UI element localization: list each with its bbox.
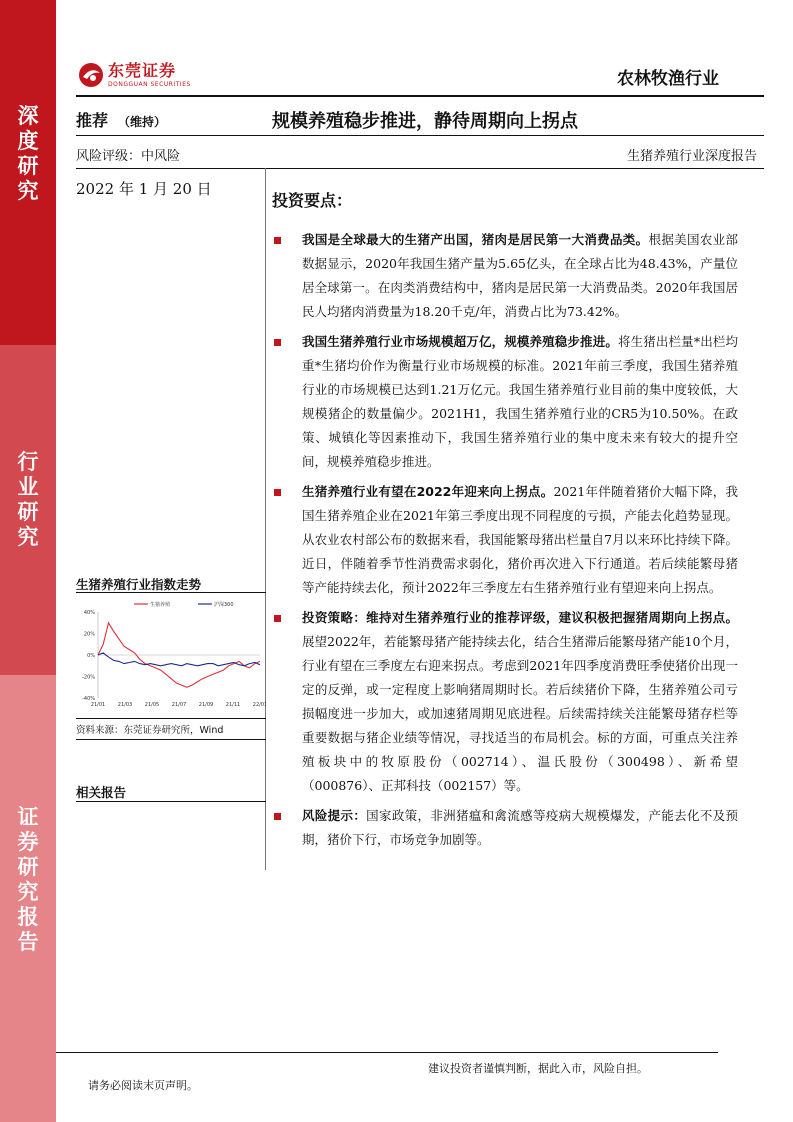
source-rule (76, 739, 266, 740)
page-title: 规模养殖稳步推进，静待周期向上拐点 (272, 111, 578, 132)
sidebar-label-industry: 行业研究 (17, 450, 39, 549)
y-tick-label: -40% (82, 696, 95, 702)
point-text: 2021年伴随着猪价大幅下降，我国生猪养殖企业在2021年第三季度出现不同程度的亏损，产能去化趋势显现。从农业农村部公布的数据来看，我国能繁母猪出栏量自7月以来环比持续下降。近日，伴随着季节性消费需求弱化，猪价再次进入下行通道。若后续能繁母猪等产能持续去化，预计2022年三季度左右生猪养殖行业有望迎来向上拐点。 (302, 484, 739, 595)
rating-value: 推荐 (76, 111, 109, 130)
point-heading: 我国生猪养殖行业市场规模超万亿，规模养殖稳步推进。 (302, 334, 618, 349)
column-divider (265, 168, 266, 870)
x-tick-label: 21/03 (117, 702, 133, 708)
sidebar-label-report: 证券研究报告 (17, 805, 39, 954)
point-text: 展望2022年，若能繁母猪产能持续去化，结合生猪滞后能繁母猪产能10个月，行业有望在三季度左右迎来拐点。考虑到2021年四季度消费旺季使猪价出现一定的反弹，或一定程度上影响猪周期时长。若后续猪价下降，生猪养殖公司亏损幅度进一步加大，或加速猪周期见底进程。后续需持续关注能繁母猪存栏等重要数据与猪企业绩等情况，寻找适当的布局机会。标的方面，可重点关注养殖板块中的牧原股份（002714）、温氏股份（300498）、新希望（000876）、正邦科技（002157）等。 (302, 634, 738, 793)
risk-level: 风险评级：中风险 (76, 149, 181, 164)
footer-advice: 建议投资者谨慎判断，据此入市，风险自担。 (428, 1062, 648, 1075)
legend-label: 生猪养殖 (150, 602, 171, 608)
point-heading: 投资策略：维持对生猪养殖行业的推荐评级，建议积极把握猪周期向上拐点。 (302, 610, 738, 625)
chart-source: 资料来源：东莞证券研究所，Wind (76, 725, 224, 736)
rating-note: （维持） (118, 115, 167, 129)
title-rule (76, 135, 764, 136)
point-text: 将生猪出栏量*出栏均重*生猪均价作为衡量行业市场规模的标准。2021年前三季度，我国生猪养殖行业的市场规模已达到1.21万亿元。我国生猪养殖行业目前的集中度较低，大规模猪企的数量偏少。2021H1，我国生猪养殖行业的CR5为10.50%。在政策、城镇化等因素推动下，我国生猪养殖行业的集中度未来有较大的提升空间，规模养殖稳步推进。 (302, 334, 738, 469)
sidebar-block-industry (0, 345, 56, 675)
y-tick-label: -20% (82, 674, 95, 681)
list-item (272, 330, 738, 474)
bullet-square-icon (274, 237, 281, 244)
report-subtitle: 生猪养殖行业深度报告 (626, 149, 757, 164)
point-heading: 生猪养殖行业有望在2022年迎来向上拐点。 (302, 484, 554, 499)
footer-rule (56, 1052, 718, 1053)
chart-title-rule (76, 592, 266, 593)
x-tick-label: 21/01 (90, 702, 106, 708)
list-item (272, 228, 738, 324)
x-tick-label: 22/01 (252, 702, 266, 708)
bullet-square-icon (274, 615, 281, 622)
sidebar-block-depth (0, 0, 56, 345)
bullet-square-icon (274, 339, 281, 346)
sidebar-label-depth: 深度研究 (17, 104, 39, 203)
company-logo (78, 62, 191, 88)
logo-text-en: DONGGUAN SECURITIES (108, 80, 191, 88)
logo-text-cn: 东莞证券 (108, 60, 177, 80)
subtitle-rule (76, 168, 764, 169)
sidebar (0, 0, 56, 1122)
section-title: 投资要点： (272, 191, 353, 210)
sidebar-block-report (0, 675, 56, 1122)
header-rule (76, 95, 764, 97)
x-tick-label: 21/07 (171, 702, 187, 708)
index-trend-chart (76, 598, 266, 716)
bullet-square-icon (274, 813, 281, 820)
y-tick-label: 40% (83, 610, 95, 616)
related-rule (76, 801, 266, 802)
logo-emblem-icon (78, 62, 104, 88)
list-item (272, 480, 738, 600)
industry-label: 农林牧渔行业 (617, 69, 719, 89)
x-tick-label: 21/11 (225, 702, 241, 708)
chart-svg (76, 598, 266, 716)
related-reports-title: 相关报告 (76, 785, 127, 800)
y-tick-label: 20% (83, 631, 95, 638)
x-tick-label: 21/05 (144, 702, 160, 708)
chart-title: 生猪养殖行业指数走势 (76, 577, 202, 592)
y-tick-label: 0% (87, 653, 95, 659)
report-date: 2022 年 1 月 20 日 (76, 180, 212, 198)
point-heading: 风险提示： (302, 808, 367, 823)
bullet-square-icon (274, 489, 281, 496)
list-item (272, 804, 738, 852)
list-item (272, 606, 738, 798)
legend-label: 沪深300 (214, 602, 234, 608)
point-heading: 我国是全球最大的生猪产出国，猪肉是居民第一大消费品类。 (302, 232, 649, 247)
point-text: 国家政策，非洲猪瘟和禽流感等疫病大规模爆发，产能去化不及预期，猪价下行，市场竞争加剧等。 (302, 808, 738, 847)
rating (76, 108, 166, 131)
x-tick-label: 21/09 (198, 702, 214, 708)
point-text: 根据美国农业部数据显示，2020年我国生猪产量为5.65亿头，在全球占比为48.43%，产量位居全球第一。在肉类消费结构中，猪肉是居民第一大消费品类。2020年我国居民人均猪肉消费量为18.20千克/年，消费占比为73.42%。 (302, 232, 738, 319)
chart-bottom-rule (76, 718, 266, 719)
footer-disclaimer: 请务必阅读末页声明。 (88, 1079, 198, 1092)
investment-points (272, 228, 738, 858)
